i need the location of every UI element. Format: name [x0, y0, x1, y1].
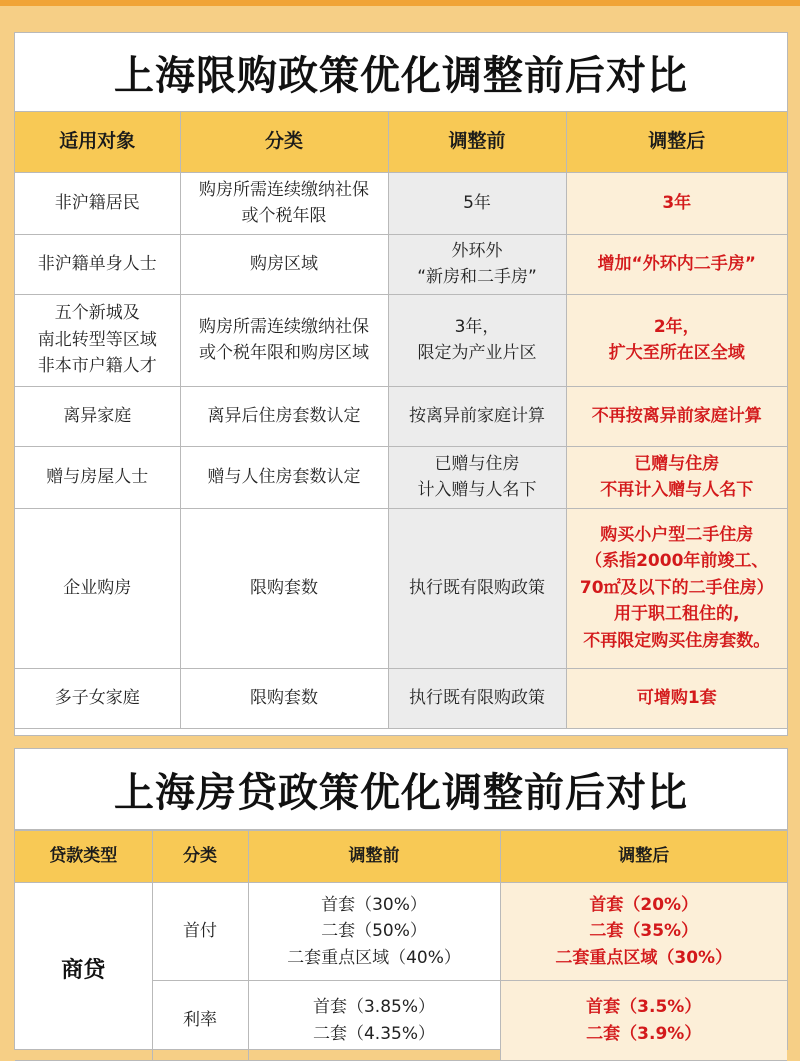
table-row — [15, 386, 787, 446]
cell-target: 离异家庭 — [15, 386, 180, 446]
cell-before: 首套（30%） 二套（50%） 二套重点区域（40%） — [248, 883, 500, 981]
cell-after: 3年 — [566, 172, 787, 234]
table-row — [15, 172, 787, 234]
cell-category: 首付 — [152, 883, 248, 981]
header-before: 调整前 — [248, 831, 500, 883]
loan-policy-table — [15, 830, 787, 1061]
cell-before: 执行既有限购政策 — [388, 508, 566, 668]
purchase-policy-title: 上海限购政策优化调整前后对比 — [15, 33, 787, 112]
header-after: 调整后 — [500, 831, 787, 883]
cell-category: 离异后住房套数认定 — [180, 386, 388, 446]
cell-category: 限购套数 — [180, 668, 388, 728]
header-category: 分类 — [152, 831, 248, 883]
cell-category: 购房区域 — [180, 234, 388, 294]
cell-target: 非沪籍居民 — [15, 172, 180, 234]
loan-policy-title: 上海房贷政策优化调整前后对比 — [15, 749, 787, 830]
header-target: 适用对象 — [15, 112, 180, 172]
cell-target: 企业购房 — [15, 508, 180, 668]
cell-before: 5年 — [388, 172, 566, 234]
table-row — [15, 508, 787, 668]
purchase-policy-table — [15, 112, 787, 729]
cell-category: 赠与人住房套数认定 — [180, 446, 388, 508]
cell-after: 增加“外环内二手房” — [566, 234, 787, 294]
cell-target: 非沪籍单身人士 — [15, 234, 180, 294]
cell-category: 限购套数 — [180, 508, 388, 668]
cell-before: 执行既有限购政策 — [388, 668, 566, 728]
cell-after: 首套（20%） 二套（35%） 二套重点区域（30%） — [500, 883, 787, 981]
purchase-policy-panel — [14, 32, 788, 736]
cell-before: 首套（3.85%） 二套（4.35%） — [248, 981, 500, 1061]
cell-category: 购房所需连续缴纳社保 或个税年限和购房区域 — [180, 294, 388, 386]
table-header-row — [15, 112, 787, 172]
cell-after: 不再按离异前家庭计算 — [566, 386, 787, 446]
cell-target: 多子女家庭 — [15, 668, 180, 728]
table-row — [15, 234, 787, 294]
cell-after: 首套（3.5%） 二套（3.9%） — [500, 981, 787, 1061]
cell-target: 赠与房屋人士 — [15, 446, 180, 508]
cell-before: 已赠与住房 计入赠与人名下 — [388, 446, 566, 508]
header-before: 调整前 — [388, 112, 566, 172]
table-header-row — [15, 831, 787, 883]
header-after: 调整后 — [566, 112, 787, 172]
loan-policy-panel — [14, 748, 788, 1050]
header-category: 分类 — [180, 112, 388, 172]
top-accent-strip — [0, 0, 800, 6]
table-row — [15, 668, 787, 728]
table-row — [15, 294, 787, 386]
cell-category: 购房所需连续缴纳社保 或个税年限 — [180, 172, 388, 234]
cell-after: 已赠与住房 不再计入赠与人名下 — [566, 446, 787, 508]
cell-before: 按离异前家庭计算 — [388, 386, 566, 446]
cell-category: 利率 — [152, 981, 248, 1061]
cell-loan-type: 商贷 — [15, 883, 152, 1061]
cell-after: 2年， 扩大至所在区全域 — [566, 294, 787, 386]
cell-before: 外环外 “新房和二手房” — [388, 234, 566, 294]
cell-target: 五个新城及 南北转型等区域 非本市户籍人才 — [15, 294, 180, 386]
cell-after: 购买小户型二手住房 （系指2000年前竣工、 70㎡及以下的二手住房） 用于职工租住的, 不再限定购买住房套数。 — [566, 508, 787, 668]
table-row — [15, 883, 787, 981]
header-loan-type: 贷款类型 — [15, 831, 152, 883]
table-row — [15, 446, 787, 508]
cell-after: 可增购1套 — [566, 668, 787, 728]
cell-before: 3年， 限定为产业片区 — [388, 294, 566, 386]
